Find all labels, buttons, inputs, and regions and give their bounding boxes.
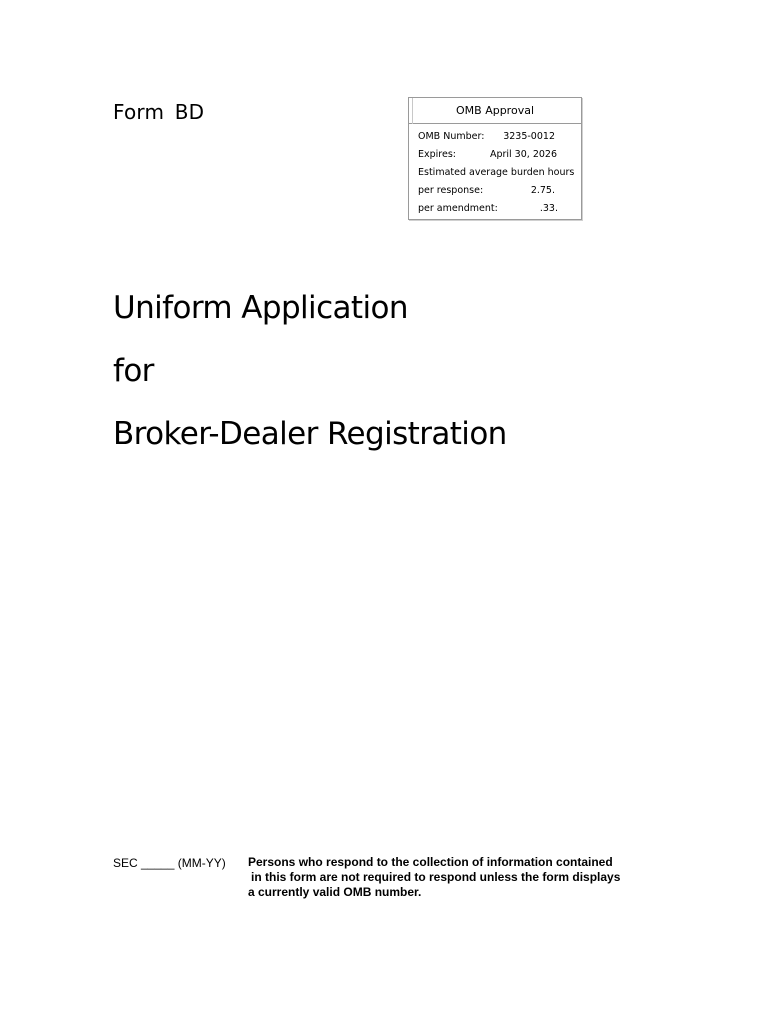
paperwork-notice	[248, 855, 668, 900]
omb-expires-value: April 30, 2026	[489, 149, 557, 160]
omb-heading-text: OMB Approval	[456, 104, 534, 117]
omb-per-amendment-value: .33.	[539, 203, 558, 214]
sec-date-label: SEC _____ (MM-YY)	[113, 856, 226, 870]
title-line-3: Broker-Dealer Registration	[113, 416, 507, 452]
omb-burden-label: Estimated average burden hours	[418, 167, 575, 178]
omb-expires-label: Expires:	[418, 149, 456, 160]
notice-line-2: in this form are not required to respond unless the form displays	[251, 870, 621, 884]
omb-per-response-value: 2.75.	[530, 185, 555, 196]
omb-approval-box	[408, 97, 582, 220]
notice-line-3: a currently valid OMB number.	[248, 885, 422, 899]
omb-number-value: 3235-0012	[503, 131, 555, 142]
omb-approval-heading	[409, 98, 581, 124]
form-label: Form BD	[113, 100, 205, 124]
omb-per-amendment-label: per amendment:	[418, 203, 498, 214]
omb-heading-divider	[412, 98, 413, 124]
title-line-1: Uniform Application	[113, 290, 408, 326]
notice-line-1: Persons who respond to the collection of information contained	[248, 855, 613, 869]
title-line-2: for	[113, 353, 154, 389]
omb-number-label: OMB Number:	[418, 131, 485, 142]
omb-per-response-label: per response:	[418, 185, 484, 196]
